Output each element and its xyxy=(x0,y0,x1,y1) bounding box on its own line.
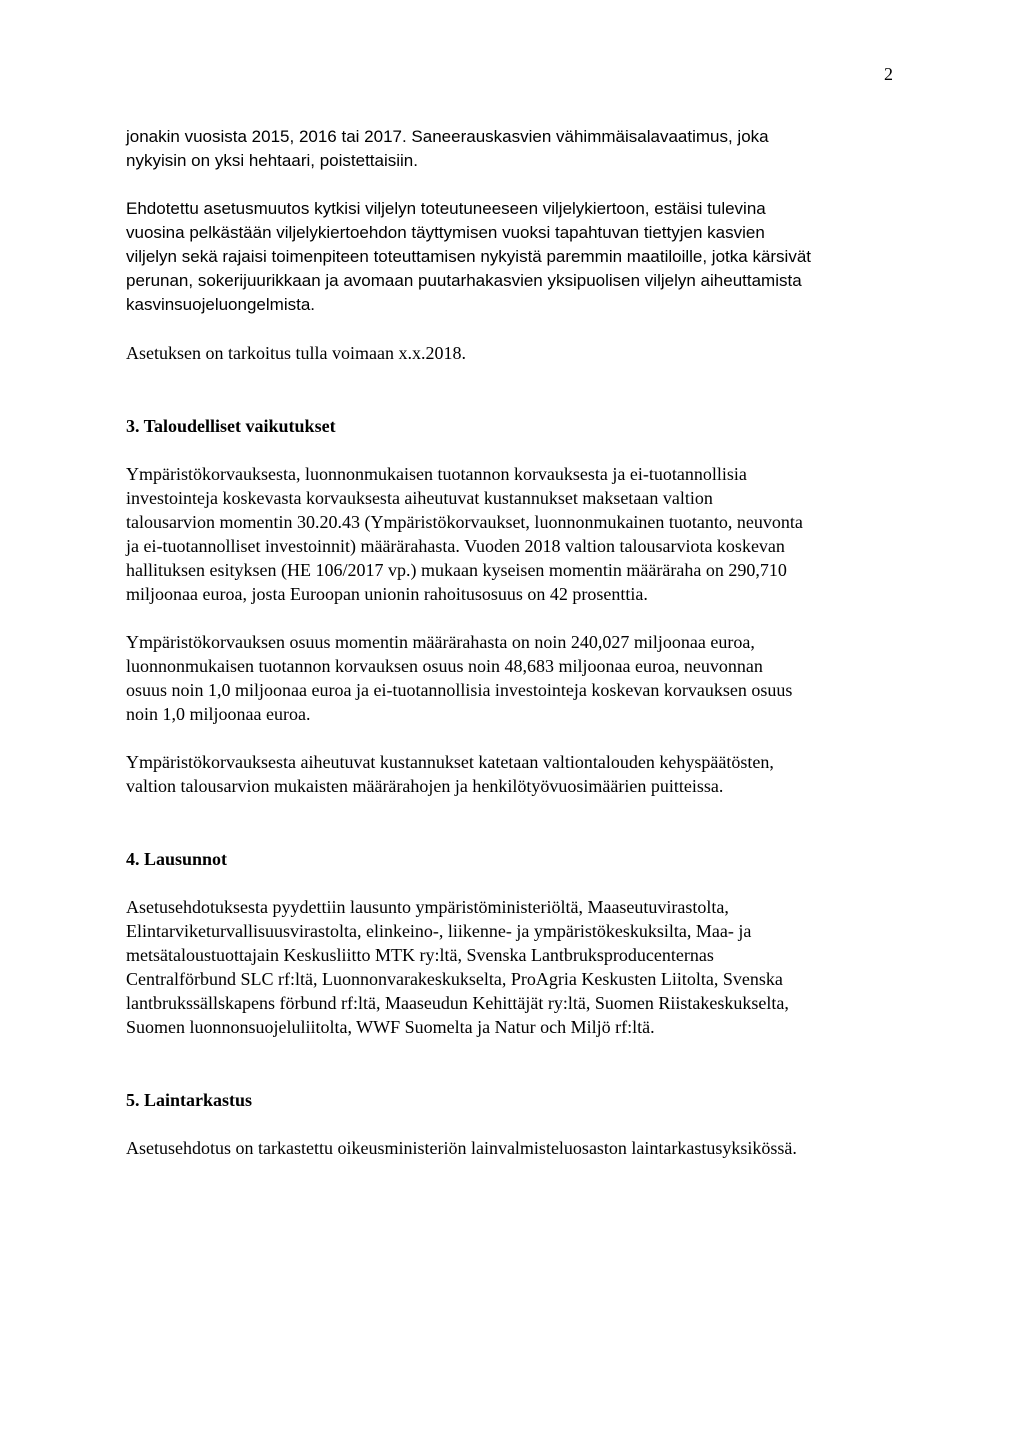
page-number: 2 xyxy=(884,64,893,84)
section-3-paragraph-1: Ympäristökorvauksesta, luonnonmukaisen tuotannon korvauksesta ja ei-tuotannollisia investointeja koskevasta korvauksesta aiheutuvat kustannukset maksetaan valtion talousarvion momentin 30.20.43 (Ympäristökorvaukset, luonnonmukainen tuotanto, neuvonta ja ei-tuotannolliset investoinnit) määrärahasta. Vuoden 2018 valtion talousarviota koskevan hallituksen esityksen (HE 106/2017 vp.) mukaan kyseisen momentin määräraha on 290,710 miljoonaa euroa, josta Euroopan unionin rahoitusosuus on 42 prosenttia. xyxy=(126,464,803,604)
intro-paragraph-1: jonakin vuosista 2015, 2016 tai 2017. Saneerauskasvien vähimmäisalavaatimus, joka nykyisin on yksi hehtaari, poistettaisiin. xyxy=(126,127,769,170)
section-4-paragraph-1: Asetusehdotuksesta pyydettiin lausunto ympäristöministeriöltä, Maaseutuvirastolta, Elintarviketurvallisuusvirastolta, elinkeino-, liikenne- ja ympäristökeskuksilta, Maa- ja metsätaloustuottajain Keskusliitto MTK ry:ltä, Svenska Lantbruksproducenternas Centralförbund SLC rf:ltä, Luonnonvarakeskukselta, ProAgria Keskusten Liitolta, Svenska lantbrukssällskapens förbund rf:ltä, Maaseudun Kehittäjät ry:ltä, Suomen Riistakeskukselta, Suomen luonnonsuojeluliitolta, WWF Suomelta ja Natur och Miljö rf:ltä. xyxy=(126,897,789,1037)
section-5-heading: 5. Laintarkastus xyxy=(126,1090,253,1110)
intro-paragraph-2: Ehdotettu asetusmuutos kytkisi viljelyn toteutuneeseen viljelykiertoon, estäisi tulevina vuosina pelkästään viljelykiertoehdon täyttymisen vuoksi tapahtuvan tiettyjen kasvien viljelyn sekä rajaisi toimenpiteen toteuttamisen nykyistä paremmin maatiloille, jotka kärsivät perunan, sokerijuurikkaan ja avomaan puutarhakasvien yksipuolisen viljelyn aiheuttamista kasvinsuojeluongelmista. xyxy=(126,199,812,314)
section-3-heading: 3. Taloudelliset vaikutukset xyxy=(126,416,336,436)
section-3-paragraph-3: Ympäristökorvauksesta aiheutuvat kustannukset katetaan valtiontalouden kehyspäätösten, valtion talousarvion mukaisten määrärahojen ja henkilötyövuosimäärien puitteissa. xyxy=(126,752,774,796)
section-4-heading: 4. Lausunnot xyxy=(126,849,228,869)
section-3-paragraph-2: Ympäristökorvauksen osuus momentin määrärahasta on noin 240,027 miljoonaa euroa, luonnonmukaisen tuotannon korvauksen osuus noin 48,683 miljoonaa euroa, neuvonnan osuus noin 1,0 miljoonaa euroa ja ei-tuotannollisia investointeja koskevan korvauksen osuus noin 1,0 miljoonaa euroa. xyxy=(126,632,793,724)
document-body xyxy=(126,125,906,1160)
section-5-paragraph-1: Asetusehdotus on tarkastettu oikeusministeriön lainvalmisteluosaston laintarkastusyksikössä. xyxy=(126,1138,797,1158)
intro-paragraph-3: Asetuksen on tarkoitus tulla voimaan x.x.2018. xyxy=(126,343,466,363)
